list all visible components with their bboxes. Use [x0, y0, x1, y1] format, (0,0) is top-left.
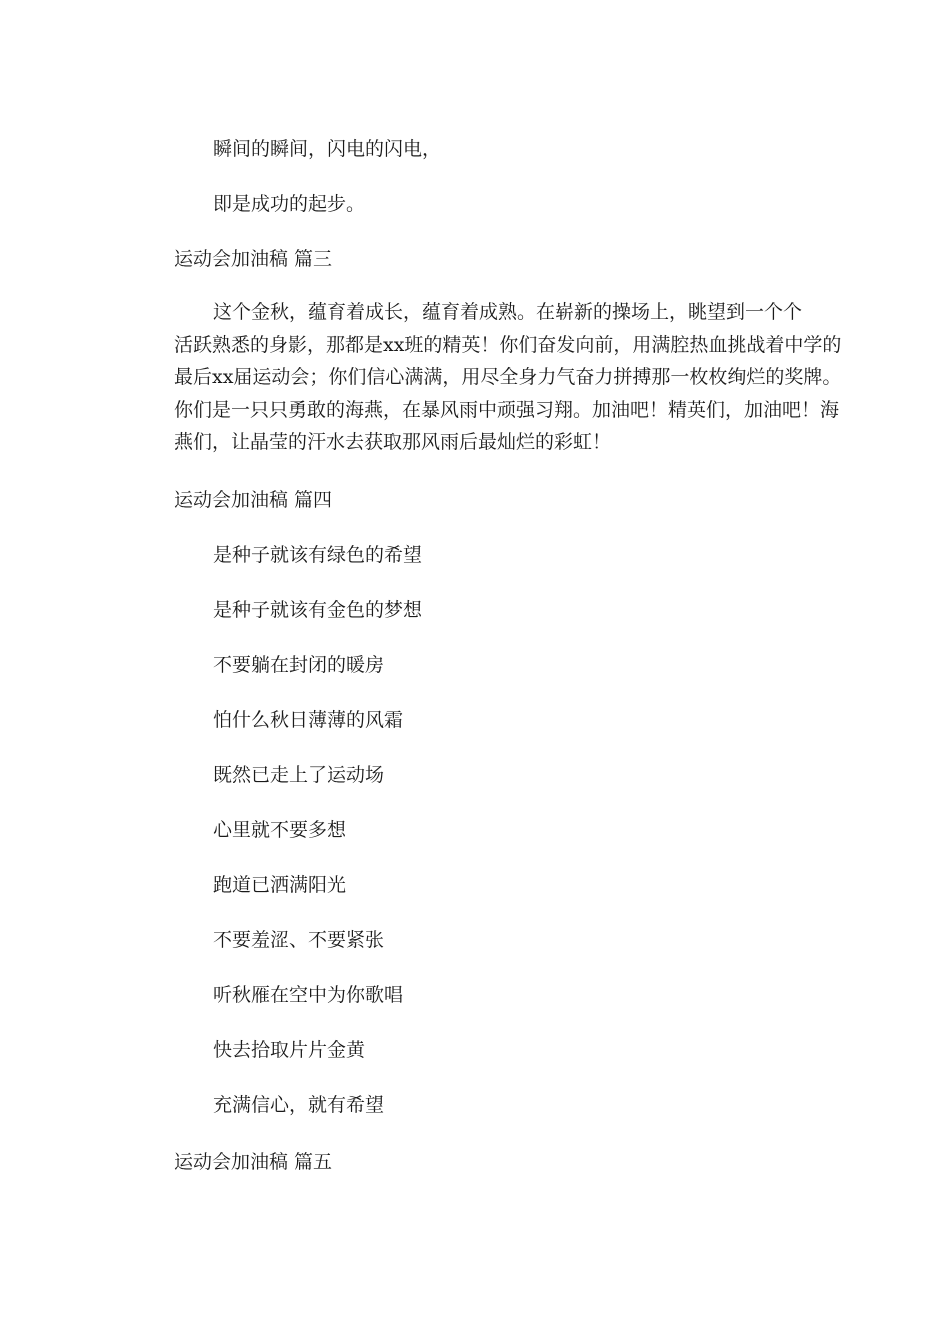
paragraph-line: 活跃熟悉的身影，那都是xx班的精英！你们奋发向前，用满腔热血挑战着中学的 — [174, 333, 842, 356]
poem-line: 既然已走上了运动场 — [213, 764, 385, 786]
section-heading-3: 运动会加油稿 篇三 — [174, 248, 333, 270]
section-heading-4: 运动会加油稿 篇四 — [174, 489, 333, 511]
section3-paragraph — [174, 300, 842, 463]
poem-line: 怕什么秋日薄薄的风霜 — [213, 709, 404, 731]
poem-line: 充满信心，就有希望 — [213, 1094, 385, 1116]
poem-line: 瞬间的瞬间，闪电的闪电， — [213, 138, 442, 160]
poem-line: 即是成功的起步。 — [213, 193, 366, 215]
paragraph-line: 燕们，让晶莹的汗水去获取那风雨后最灿烂的彩虹！ — [174, 431, 612, 453]
paragraph-line: 你们是一只只勇敢的海燕，在暴风雨中顽强习翔。加油吧！精英们，加油吧！海 — [174, 398, 840, 421]
poem-line: 听秋雁在空中为你歌唱 — [213, 984, 404, 1006]
poem-line: 是种子就该有绿色的希望 — [213, 544, 423, 566]
poem-line: 跑道已洒满阳光 — [213, 874, 347, 896]
poem-line: 不要躺在封闭的暖房 — [213, 654, 385, 676]
paragraph-line: 这个金秋，蕴育着成长，蕴育着成熟。在崭新的操场上，眺望到一个个 — [213, 301, 803, 323]
poem-line: 快去拾取片片金黄 — [213, 1039, 366, 1061]
section-heading-5: 运动会加油稿 篇五 — [174, 1151, 333, 1173]
poem-line: 是种子就该有金色的梦想 — [213, 599, 423, 621]
poem-line: 心里就不要多想 — [213, 819, 347, 841]
poem-line: 不要羞涩、不要紧张 — [213, 929, 385, 951]
paragraph-line: 最后xx届运动会；你们信心满满，用尽全身力气奋力拼搏那一枚枚绚烂的奖牌。 — [174, 366, 842, 388]
